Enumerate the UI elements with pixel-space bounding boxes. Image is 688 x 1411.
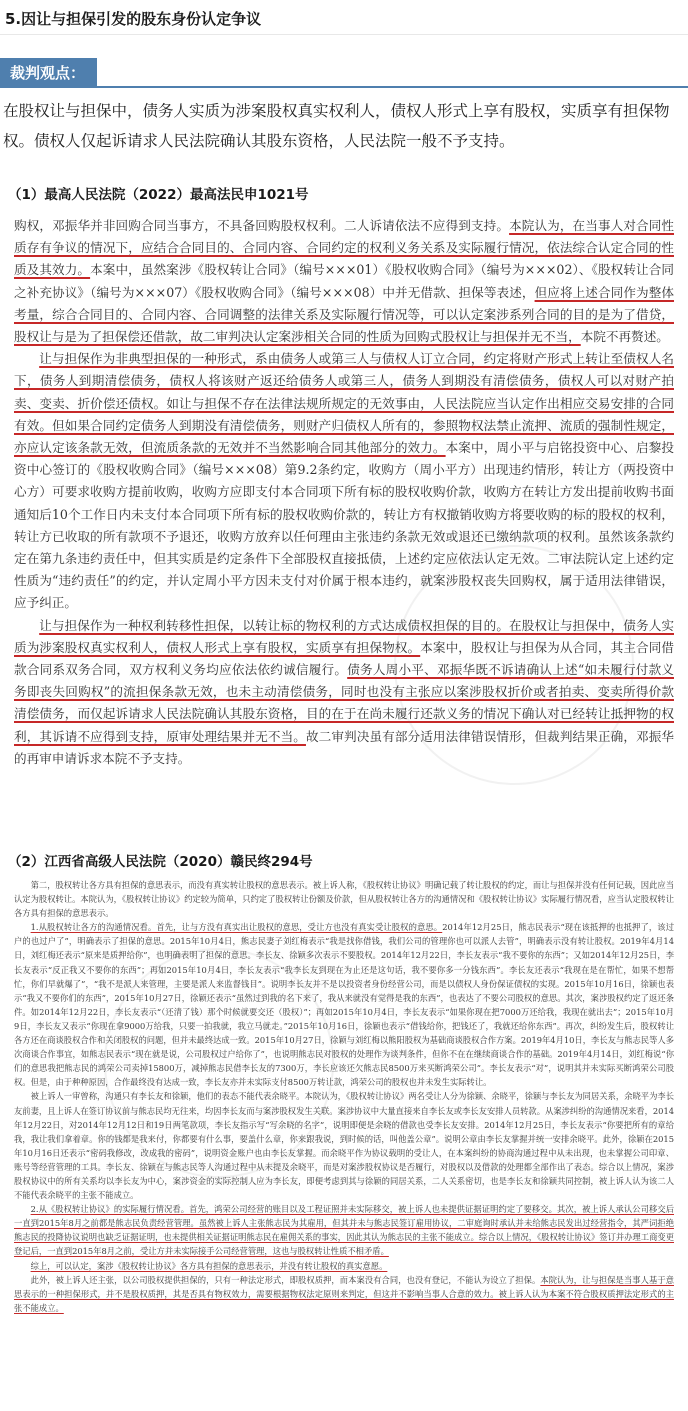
passage-text: 购权，邓振华并非回购合同当事方，不具备回购股权权利。二人诉请依法不应得到支持。 bbox=[14, 218, 510, 233]
underlined-passage: 2.从《股权转让协议》的实际履行情况看。首先，鸿荣公司经营的账目以及工程证照并未实际移交，被上诉人也未提供证据证明约定了要移交。其次，被上诉人承认公司移交后一直到2015年8月之前都是熊志民负责经营管理。虽然被上诉人主张熊志民为其雇用，但其并未与熊志民签订雇用协议，二审庭询时承认并未给熊志民发出过经营指令，其严词拒绝熊志民的投降协议说明也缺乏证据证明，也未提供相关证据证明熊志民在雇佣关系的事实，因此其认为熊志民的主张不能成立。综合以上情况，《股权转让协议》签订并办理工商变更登记后，一直到2015年8月之前，受让方并未实际接手公司经营管理，这也与股权转让性质不相矛盾。 bbox=[14, 1204, 674, 1257]
case1-paragraph bbox=[14, 215, 674, 348]
case2-judgment-scan bbox=[14, 878, 674, 1408]
underlined-passage: 1.从股权转让各方的沟通情况看。首先，让与方没有真实出让股权的意思，受让方也没有真实受让股权的意思。 bbox=[30, 922, 443, 933]
section-title: 5.因让与担保引发的股东身份认定争议 bbox=[5, 10, 262, 28]
scan-watermark-seal bbox=[104, 948, 334, 1178]
underlined-passage: 让与担保作为一种权利转移性担保，以转让标的物权利的方式达成债权担保的目的。在股权让与担保中，债务人实质为涉案股权真实权利人，债权人形式上享有股权，实质享有担保物权。 bbox=[14, 617, 674, 655]
underlined-passage: 综上，可以认定，案涉《股权转让协议》各方具有担保的意思表示，并没有转让股权的真实意愿。 bbox=[30, 1260, 388, 1271]
case1-judgment-scan bbox=[14, 215, 674, 815]
case2-title: （2）江西省高级人民法院（2020）赣民终294号 bbox=[8, 854, 313, 870]
passage-text: 故二审判决虽有部分适用法律错误情形，但裁判结果正确，邓振华的再审申请诉求本院不予支持。 bbox=[14, 728, 675, 766]
underlined-passage: 本院认为，在当事人对合同性质存有争议的情况下，应结合合同目的、合同内容、合同约定的权利义务关系及实际履行情况，依法综合认定合同的性质及其效力。 bbox=[14, 218, 675, 278]
passage-text: 此外，被上诉人还主张，以公司股权提供担保的，只有一种法定形式，即股权质押，而本案没有合同，也没有登记，不能认为设立了担保。 bbox=[30, 1274, 541, 1285]
passage-text: 被上诉人一审曾称，沟通只有李长友和徐颖，他们的表态不能代表余晓平。本院认为，《股权转让协议》两名受让人分为徐颖、余晓平，徐颖与李长友为同居关系，余晓平为李长友前妻，且上诉人在签订协议前与熊志民均无往来，均因李长友而与案涉股权发生关联。案涉协议中大量直接来自李长友或李长友安排人员转款。从案涉纠纷的沟通情况来看，2014年12月22日，对2014年12月12日和19日两笔款项，李长友指示写“写余晓的名字”，说明即便是余晓的借款也受李长友安排。2014年12月25日，李长友表示“你要把所有的章给我，我让我们拿着章。你的钱都是我来付，你都要有什么事，要盖什么章，你来跟我说，到时候的话，叫他盖公章”。说明公章由李长友掌握并统一安排余晓平。此外，徐颖在2015年10月16日还表示“密码我修改，改成我的密码”，说明资金账户也由李长友掌握。而余晓平作为协议载明的受让人，在本案纠纷的协商沟通过程中从未出现，也未掌握公司印章、账号等经营管理的工具。李长友、徐颖在与熊志民等人沟通过程中从未提及余晓平，而是对案涉股权协议是否履行，对股权以及借款的处理都全部作出了表态。综合以上情况，案涉股权协议中的所有关系均以李长友为中心，案涉资金的实际控制人应为李长友，即便考虑到其与徐颖的同居关系，二人关系密切，也是李长友和徐颖共同控制，被上诉人认为该二人不能代表余晓平的主张不能成立。 bbox=[14, 1091, 674, 1201]
viewpoint-tag: 裁判观点： bbox=[0, 58, 97, 88]
underlined-passage: 债务人周小平、邓振华既不诉请确认上述“如未履行付款义务即丧失回购权”的流担保条款无效，也未主动清偿债务，同时也没有主张应以案涉股权折价或者拍卖、变卖所得价款清偿债务，而仅起诉请求人民法院确认其股东资格，目的在于在尚未履行还款义务的情况下确认对已经转让抵押物的权利，其诉请不应得到支持，原审处理结果并无不当。 bbox=[14, 662, 674, 744]
underlined-passage: 但应将上述合同作为整体考量，综合合同目的、合同内容、合同调整的法律关系及实际履行情况等，可以认定案涉系列合同的目的是为了借贷，股权让与是为了担保偿还借款，故二审判决认定案涉相关合同的性质为回购式股权让与担保并无不当， bbox=[14, 284, 675, 345]
passage-text: 本案中，虽然案涉《股权转让合同》（编号×××01）《股权收购合同》（编号为×××02）、《股权转让合同之补充协议》（编号为×××07）《股权收购合同》（编号×××08）中并无借款、担保等表述， bbox=[14, 262, 674, 300]
passage-text: 本案中，股权让与担保为从合同，其主合同借款合同系双务合同，双方权利义务均应依法依约诚信履行。 bbox=[14, 639, 675, 678]
case2-paragraph bbox=[14, 878, 674, 920]
passage-text: 2014年12月25日，熊志民表示“现在该抵押的也抵押了，该过户的也过户了”，明确表示了担保的意思。2015年10月4日，熊志民妻子刘红梅表示“我是找你借钱，我们公司的管理你也可以派人去管”，明确表示没有转让股权。2019年4月14日，刘红梅还表示“原来是质押给你”，也明确表明了担保的意思。李长友、徐颖多次表示不要股权。2014年12月22日，李长友表示“我不要你的东西”；又如2014年12月25日，李长友表示“反正我又不要你的东西”；再如2015年10月4日，李长友表示“我李长友到现在为止还是这句话，我不要你多一分钱东西”。李长友还表示“我现在是在帮忙，如果不想帮忙，你们早就爆了”，“我不是派人来管理，主要是派人来监督钱目”。说明李长友并不是以投资者身份经营公司，而是以债权人身份保证债权的实现。2015年10月16日，徐颖也表示“我又不要你们的东西”，2015年10月27日，徐颖还表示“虽然过到我的名下来了，我从来就没有觉得是我的东西”，也表达了不要公司股权的意思。其次，案涉股权约定了返还条件。如2014年12月22日，李长友表示“（还清了钱）那个时候就要交还（股权）”；再如2015年10月4日，李长友表示“如果你现在把7000万还给我，我现在就出去”；2015年10月9日，李长友又表示“你现在拿9000万给我，只要一拍我就，我立马就走。”2015年10月16日，徐颖也表示“借钱给你，把钱还了，我就还给你东西”。再次，纠纷发生后，股权转让各方还在商谈股权合作和关闭股权的问题，但并未最终达成一致。2015年10月27日，徐颖与刘红梅以熊阳股权为基础商谈股权合作方案。2019年4月10日，李长友与熊志民等人多次商谈合作事宜，如熊志民表示“现在就是说，公司股权过户给你了”，也说明熊志民对股权的处理作为谈判条件，但你不在在继续商谈合作的基础。2019年4月14日，刘红梅说“你们的意思我把熊志民的鸿荣公司卖掉15800万，减掉熊志民借李长友的7300万，李长应该还欠熊志民8500万来买断鸿荣公司”。李长友表示“对”，说明其并未实际买断鸿荣公司股权。但是，由于种种原因，合作最终没有达成一致，李长友亦并未实际支付8500万转让款，鸿荣公司的股权也并未发生实际转让。 bbox=[14, 922, 675, 1088]
top-divider bbox=[0, 34, 688, 35]
case1-title: （1）最高人民法院（2022）最高法民申1021号 bbox=[8, 187, 309, 203]
passage-text: 本院不再赘述。 bbox=[580, 329, 669, 345]
passage-text: 第二，股权转让各方具有担保的意思表示，而没有真实转让股权的意思表示。被上诉人称，《股权转让协议》明确记载了转让股权的约定，而让与担保并没有任何记载，因此应当认定为股权转让。本院认为，《股权转让协议》约定较为简单，只约定了股权转让份额及价款，但从股权转让各方的沟通情况和《股权转让协议》实际履行情况看，应当认定股权转让各方具有担保的意思表示。 bbox=[14, 880, 674, 919]
scan-watermark-seal bbox=[394, 545, 634, 785]
case2-paragraph bbox=[14, 1202, 674, 1258]
viewpoint-text: 在股权让与担保中，债务人实质为涉案股权真实权利人，债权人形式上享有股权，实质享有担保物权。债权人仅起诉请求人民法院确认其股东资格，人民法院一般不予支持。 bbox=[3, 102, 670, 150]
case2-paragraph bbox=[14, 1259, 674, 1273]
underlined-passage: 让与担保作为非典型担保的一种形式，系由债务人或第三人与债权人订立合同，约定将财产形式上转让至债权人名下，债务人到期清偿债务，债权人将该财产返还给债务人或第三人，债务人到期没有清偿债务，债权人可以对财产拍卖、变卖、折价偿还债权。如让与担保不存在法律法规所规定的无效事由，人民法院应当认定作出相应交易安排的合同有效。但如果合同约定债务人到期没有清偿债务，则财产归债权人所有的，参照物权法禁止流押、流质的强制性规定，亦应认定该条款无效，但流质条款的无效并不当然影响合同其他部分的效力。 bbox=[14, 351, 674, 456]
passage-text: 本案中，周小平与启铭投资中心、启黎投资中心签订的《股权收购合同》（编号×××08）第9.2条约定，收购方（周小平方）出现违约情形，转让方（两投资中心方）可要求收购方提前收购，收购方应即支付本合同项下所有标的股权收购价款，收购方在转让方发出提前收购书面通知后10个工作日内未支付本合同项下所有标的股权收购价款的，转让方有权撤销收购方将要收购的标的股权的权利，转让方已收取的所有款项不予退还，收购方放弃以任何理由主张违约条款无效或退还已缴纳款项的权利。虽然该条款约定在第九条违约责任中，但其实质是约定条件下全部股权直接抵债，上述约定应依法认定无效。二审法院认定上述约定性质为“违约责任”的约定，并认定周小平方因未支付对价属于根本违约，就案涉股权丧失回购权，属于适用法律错误，应予纠正。 bbox=[14, 440, 675, 611]
case2-paragraph bbox=[14, 1273, 674, 1315]
viewpoint-tag-underline bbox=[97, 86, 688, 88]
underlined-passage: 本院认为，让与担保是当事人基于意思表示的一种担保形式，并不是股权质押，其是否具有物权效力，需要根据物权法定原则来判定，但这并不影响当事人合意的效力。被上诉人认为本案不符合股权质押法定形式的主张不能成立。 bbox=[14, 1274, 674, 1313]
